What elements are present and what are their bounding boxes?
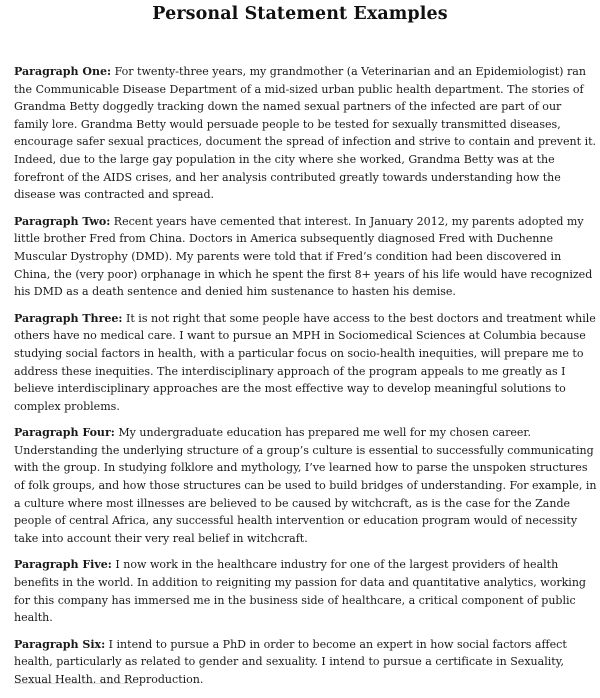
- paragraph-label: Paragraph Six:: [14, 637, 106, 651]
- paragraph-label: Paragraph Three:: [14, 311, 123, 325]
- paragraph-text: It is not right that some people have access to the best doctors and treatment while others have no medical care. I want to pursue an MPH in Sociomedical Sciences at Columbia because studying social factors in health, with a particular focus on socio-health inequities, will prepare me to address these inequities. The interdisciplinary approach of the program appeals to me greatly as I believe interdisciplinary approaches are the most effective way to develop meaningful solutions to complex problems.: [14, 311, 596, 413]
- paragraph-six: [14, 636, 598, 689]
- paragraph-text: For twenty-three years, my grandmother (a Veterinarian and an Epidemiologist) ran the Communicable Disease Department of a mid-sized urban public health department. The stories of Grandma Betty doggedly tracking down the named sexual partners of the infected are part of our family lore. Grandma Betty would persuade people to be tested for sexually transmitted diseases, encourage safer sexual practices, document the spread of infection and strive to contain and prevent it. Indeed, due to the large gay population in the city where she worked, Grandma Betty was at the forefront of the AIDS crises, and her analysis contributed greatly towards understanding how the disease was contracted and spread.: [14, 65, 597, 202]
- paragraph-label: Paragraph Four:: [14, 426, 115, 440]
- paragraph-text: My undergraduate education has prepared me well for my chosen career. Understanding the underlying structure of a group’s culture is essential to successfully communicating with the group. In studying folklore and mythology, I’ve learned how to parse the unspoken structures of folk groups, and how those structures can be used to build bridges of understanding. For example, in a culture where most illnesses are believed to be caused by witchcraft, as is the case for the Zande people of central Africa, any successful health intervention or education program would of necessity take into account their very real belief in witchcraft.: [14, 426, 597, 545]
- paragraph-three: [14, 310, 598, 416]
- paragraph-text: I now work in the healthcare industry for one of the largest providers of health benefits in the world. In addition to reigniting my passion for data and quantitative analytics, working for this company has immersed me in the business side of healthcare, a critical component of public health.: [14, 558, 586, 625]
- paragraph-one: [14, 63, 598, 204]
- page-title: Personal Statement Examples: [152, 4, 448, 24]
- paragraph-text: I intend to pursue a PhD in order to become an expert in how social factors affect health, particularly as related to gender and sexuality. I intend to pursue a certificate in Sexuality, Sexual Health, and Reproduction.: [14, 637, 567, 686]
- paragraph-four: [14, 424, 598, 547]
- paragraph-label: Paragraph Five:: [14, 558, 112, 572]
- paragraph-two: [14, 213, 598, 301]
- footer-divider: [14, 683, 134, 684]
- paragraph-label: Paragraph Two:: [14, 214, 111, 228]
- paragraph-five: [14, 556, 598, 626]
- paragraph-label: Paragraph One:: [14, 65, 112, 78]
- paragraph-text: Recent years have cemented that interest. In January 2012, my parents adopted my little brother Fred from China. Doctors in America subsequently diagnosed Fred with Duchenne Muscular Dystrophy (DMD). My parents were told that if Fred’s condition had been discovered in China, the (very poor) orphanage in which he spent the first 8+ years of his life would have recognized his DMD as a death sentence and denied him sustenance to hasten his demise.: [14, 214, 593, 299]
- statement-body: [14, 63, 598, 698]
